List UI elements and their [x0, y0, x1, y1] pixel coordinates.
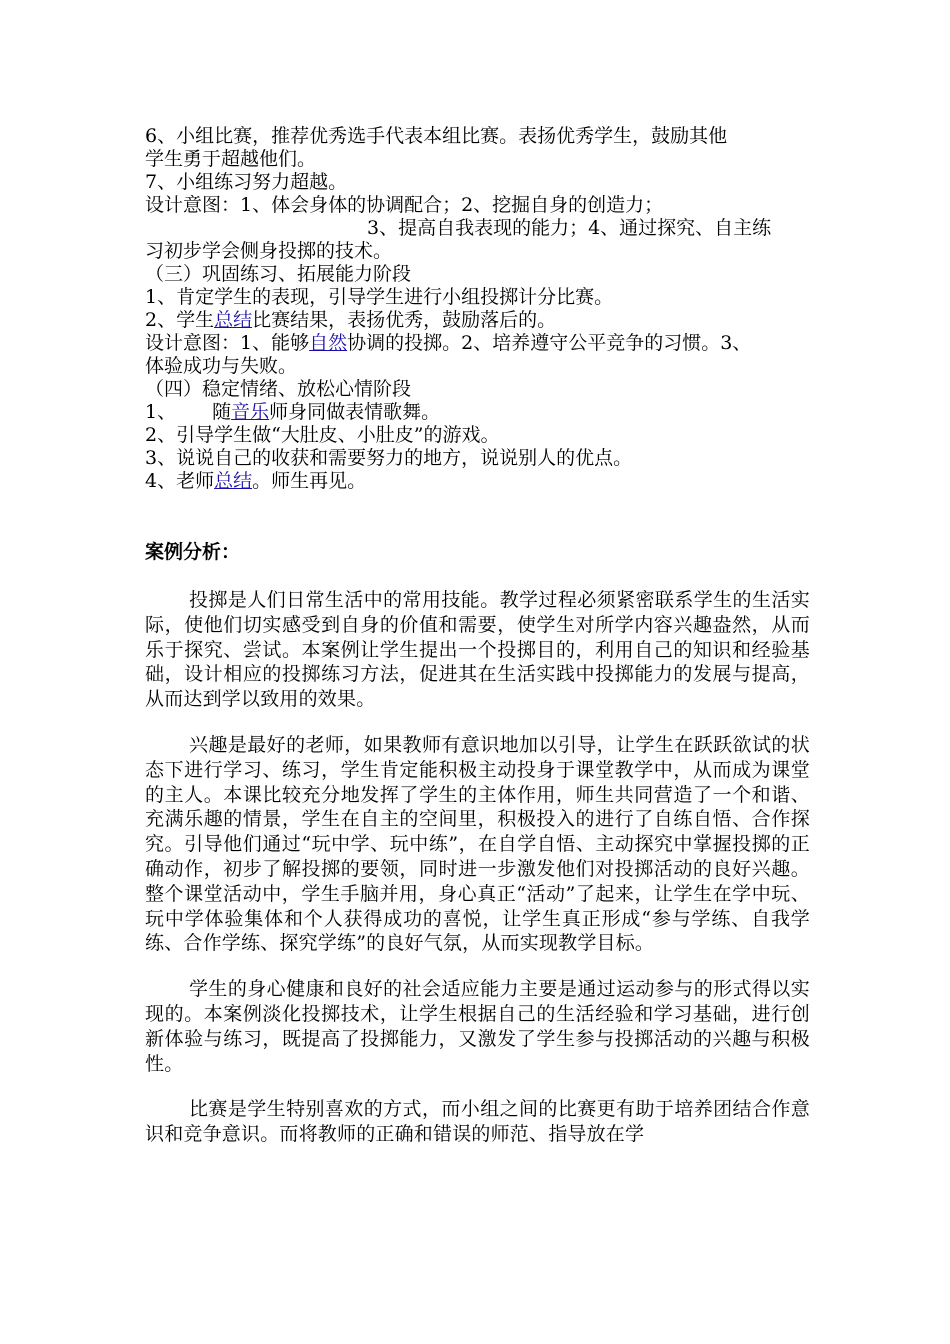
step-7: 7、小组练习努力超越。: [145, 171, 348, 193]
analysis-paragraph-4: 比赛是学生特别喜欢的方式，而小组之间的比赛更有助于培养团结合作意识和竞争意识。而将教师的正确和错误的师范、指导放在学: [145, 1098, 810, 1146]
section-4-item-1: [145, 401, 810, 424]
summary-link-1[interactable]: 总结: [214, 309, 253, 331]
analysis-heading: 案例分析：: [145, 541, 241, 563]
summary-link-2[interactable]: 总结: [214, 470, 253, 492]
section-4-item-1-num: 1、: [145, 401, 177, 423]
section-3-title: （三）巩固练习、拓展能力阶段: [145, 263, 412, 285]
design-intent-1-line-3: 习初步学会侧身投掷的技术。: [145, 240, 393, 262]
step-6-line-2: 学生勇于超越他们。: [145, 148, 317, 170]
section-4-item-2: 2、引导学生做“大肚皮、小肚皮”的游戏。: [145, 424, 500, 446]
section-4-item-1-pre: 随: [212, 401, 232, 423]
design-intent-2-pre: 设计意图：1、能够: [145, 332, 310, 354]
section-4-item-4-post: 。师生再见。: [252, 470, 367, 492]
analysis-paragraph-2: 兴趣是最好的老师，如果教师有意识地加以引导，让学生在跃跃欲试的状态下进行学习、练习，学生肯定能积极主动投身于课堂教学中，从而成为课堂的主人。本课比较充分地发挥了学生的主体作用，师生共同营造了一个和谐、充满乐趣的情景，学生在自主的空间里，积极投入的进行了自练自悟、合作探究。引导他们通过“玩中学、玩中练”，在自学自悟、主动探究中掌握投掷的正确动作，初步了解投掷的要领，同时进一步激发他们对投掷活动的良好兴趣。整个课堂活动中，学生手脑并用，身心真正“活动”了起来，让学生在学中玩、玩中学体验集体和个人获得成功的喜悦，让学生真正形成“参与学练、自我学练、合作学练、探究学练”的良好气氛，从而实现教学目标。: [145, 733, 810, 955]
document-page: [145, 125, 810, 1168]
design-intent-2-line-2: 体验成功与失败。: [145, 355, 298, 377]
section-3-item-2-pre: 2、学生: [145, 309, 215, 331]
design-intent-2-post: 协调的投掷。2、培养遵守公平竞争的习惯。3、: [347, 332, 752, 354]
design-intent-1-line-2: 3、提高自我表现的能力；4、通过探究、自主练: [367, 217, 772, 239]
section-3-item-2: [145, 309, 810, 332]
step-6-line-1: 6、小组比赛，推荐优秀选手代表本组比赛。表扬优秀学生，鼓励其他: [145, 125, 728, 147]
section-3-item-2-post: 比赛结果，表扬优秀，鼓励落后的。: [252, 309, 557, 331]
section-3-item-1: 1、肯定学生的表现，引导学生进行小组投掷计分比赛。: [145, 286, 614, 308]
nature-link[interactable]: 自然: [309, 332, 348, 354]
analysis-paragraph-3: 学生的身心健康和良好的社会适应能力主要是通过运动参与的形式得以实现的。本案例淡化投掷技术，让学生根据自己的生活经验和学习基础，进行创新体验与练习，既提高了投掷能力，又激发了学生参与投掷活动的兴趣与积极性。: [145, 978, 810, 1075]
design-intent-2-line-1: [145, 332, 810, 355]
section-4-item-4-pre: 4、老师: [145, 470, 215, 492]
section-4-item-1-post: 师身同做表情歌舞。: [269, 401, 441, 423]
section-4-item-4: [145, 470, 810, 493]
analysis-paragraph-1: 投掷是人们日常生活中的常用技能。教学过程必须紧密联系学生的生活实际，使他们切实感受到自身的价值和需要，使学生对所学内容兴趣盎然，从而乐于探究、尝试。本案例让学生提出一个投掷目的，利用自己的知识和经验基础，设计相应的投掷练习方法，促进其在生活实践中投掷能力的发展与提高，从而达到学以致用的效果。: [145, 589, 810, 711]
design-intent-1-line-1: 设计意图：1、体会身体的协调配合；2、挖掘自身的创造力；: [145, 194, 664, 216]
section-4-title: （四）稳定情绪、放松心情阶段: [145, 378, 412, 400]
music-link[interactable]: 音乐: [231, 401, 270, 423]
section-4-item-3: 3、说说自己的收获和需要努力的地方，说说别人的优点。: [145, 447, 633, 469]
